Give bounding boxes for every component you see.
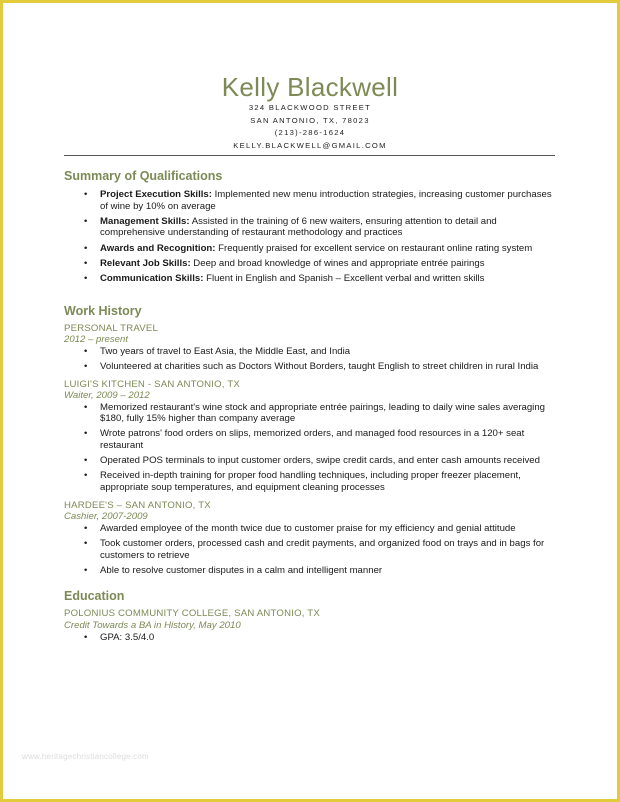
job-bullet [64, 523, 556, 535]
job-bullet-text: Volunteered at charities such as Doctors Without Borders, taught English to street children in rural India [100, 360, 539, 372]
job-bullet [64, 428, 556, 451]
summary-item-label: Management Skills: [100, 215, 190, 227]
summary-item [64, 273, 556, 285]
summary-item-text: Implemented new menu introduction strategies, increasing customer purchases of wine by 10% on average [100, 189, 552, 212]
job-bullet [64, 361, 556, 373]
job-bullet-text: Able to resolve customer disputes in a calm and intelligent manner [100, 564, 383, 576]
resume-body [64, 168, 556, 647]
work-history-section [64, 303, 556, 577]
summary-item-label: Awards and Recognition: [100, 242, 216, 254]
job-bullet-text: Wrote patrons' food orders on slips, memorized orders, and managed food resources in a 120+ seat restaurant [100, 428, 525, 452]
education-bullet [64, 632, 556, 644]
summary-section [64, 168, 556, 285]
school-name: POLONIUS COMMUNITY COLLEGE, SAN ANTONIO, TX [64, 608, 320, 620]
bullet-icon: • [84, 538, 88, 549]
job-role: Cashier, 2007-2009 [64, 511, 148, 523]
education-section [64, 588, 556, 643]
bullet-icon: • [84, 345, 88, 357]
job-role: Waiter, 2009 – 2012 [64, 390, 150, 402]
job-organization: LUIGI'S KITCHEN - SAN ANTONIO, TX [64, 378, 240, 390]
email-address: KELLY.BLACKWELL@GMAIL.COM [233, 140, 387, 150]
bullet-icon: • [84, 564, 88, 576]
resume-header [0, 72, 620, 152]
bullet-icon: • [84, 272, 88, 284]
job-bullet [64, 455, 556, 467]
job-bullets [64, 402, 556, 494]
summary-item [64, 216, 556, 239]
job-entry [64, 323, 556, 373]
header-divider [64, 155, 555, 156]
summary-item-text: Frequently praised for excellent service on restaurant online rating system [215, 242, 533, 254]
bullet-icon: • [84, 470, 88, 482]
summary-item-text: Assisted in the training of 6 new waiters, ensuring attention to detail and comprehensive understanding of restaurant methodology and practices [100, 215, 497, 239]
summary-item [64, 243, 556, 255]
watermark-text: www.heritagechristiancollege.com [22, 752, 149, 761]
summary-item [64, 258, 556, 270]
work-history-heading: Work History [64, 303, 142, 318]
education-heading: Education [64, 589, 125, 604]
job-bullet [64, 565, 556, 577]
bullet-icon: • [84, 455, 88, 467]
degree-line: Credit Towards a BA in History, May 2010 [64, 619, 241, 631]
job-organization: HARDEE'S – SAN ANTONIO, TX [64, 499, 211, 511]
phone-number: (213)-286-1624 [274, 128, 346, 137]
candidate-name: Kelly Blackwell [221, 72, 399, 102]
street-address: 324 BLACKWOOD STREET [248, 103, 372, 112]
summary-list [64, 189, 556, 285]
job-bullet-text: Received in-depth training for proper food handling techniques, including proper freezer placement, appropriate soup temperatures, and equipment cleaning processes [100, 470, 521, 494]
summary-item-label: Project Execution Skills: [100, 189, 212, 200]
job-role: 2012 – present [64, 334, 129, 346]
job-bullet [64, 538, 556, 561]
education-bullets [64, 632, 556, 644]
bullet-icon: • [84, 257, 88, 269]
job-entry [64, 500, 556, 577]
bullet-icon: • [84, 189, 88, 200]
education-bullet-text: GPA: 3.5/4.0 [100, 631, 155, 643]
job-bullet-text: Memorized restaurant's wine stock and appropriate entrée pairings, leading to daily wine sales averaging $180, fully 15% higher than company average [100, 401, 545, 425]
job-organization: PERSONAL TRAVEL [64, 322, 158, 334]
job-bullets [64, 523, 556, 577]
job-entry [64, 379, 556, 494]
job-bullet-text: Took customer orders, processed cash and credit payments, and organized food on trays and in bags for customers to retrieve [100, 538, 545, 561]
bullet-icon: • [84, 215, 88, 227]
bullet-icon: • [84, 401, 88, 413]
job-bullet-text: Two years of travel to East Asia, the Middle East, and India [100, 345, 351, 357]
bullet-icon: • [84, 242, 88, 254]
bullet-icon: • [84, 428, 88, 440]
summary-item [64, 189, 556, 212]
job-bullets [64, 346, 556, 373]
job-bullet [64, 346, 556, 358]
job-bullet [64, 402, 556, 425]
bullet-icon: • [84, 631, 88, 643]
job-bullet [64, 470, 556, 493]
summary-item-text: Fluent in English and Spanish – Excellent verbal and written skills [203, 272, 485, 284]
job-bullet-text: Awarded employee of the month twice due to customer praise for my efficiency and genial attitude [100, 522, 516, 534]
summary-item-label: Relevant Job Skills: [100, 257, 191, 269]
job-bullet-text: Operated POS terminals to input customer orders, swipe credit cards, and enter cash amounts received [100, 455, 540, 467]
summary-item-label: Communication Skills: [100, 272, 204, 284]
summary-heading: Summary of Qualifications [64, 169, 223, 183]
city-address: SAN ANTONIO, TX, 78023 [250, 115, 370, 125]
summary-item-text: Deep and broad knowledge of wines and appropriate entrée pairings [190, 257, 485, 269]
bullet-icon: • [84, 522, 88, 534]
bullet-icon: • [84, 360, 88, 372]
